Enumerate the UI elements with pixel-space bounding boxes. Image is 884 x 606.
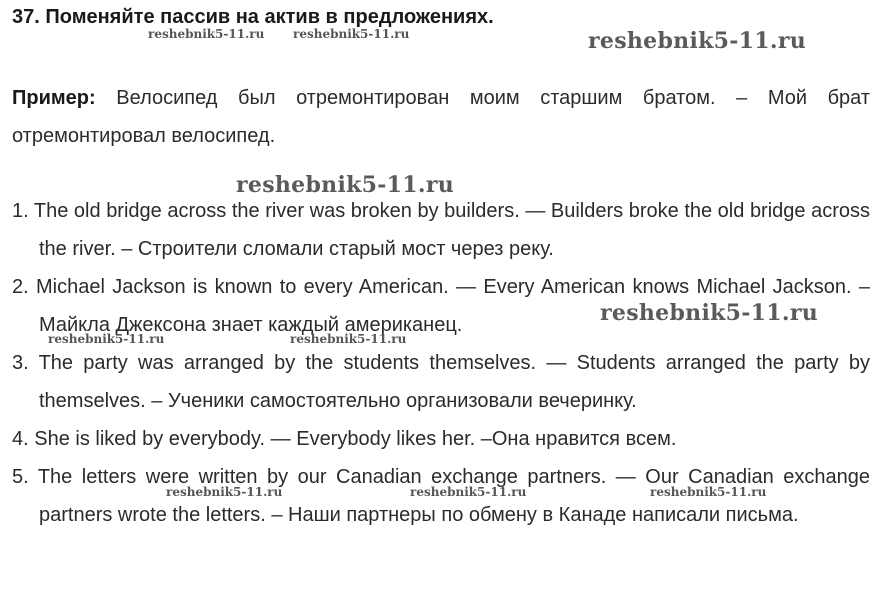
list-item-4 (12, 420, 870, 458)
item-number: 4. (12, 428, 29, 450)
item-text: The old bridge across the river was broken by builders. — Builders broke the old bridge across the river. – Строители сломали старый мост через реку. (33, 200, 871, 260)
watermark: reshebnik5-11.ru (166, 485, 283, 499)
item-text: The letters were written by our Canadian exchange partners. — Our Canadian exchange partners wrote the letters. – Наши партнеры по обмену в Канаде написали письма. (37, 466, 870, 526)
item-number: 5. (12, 466, 29, 488)
watermark: reshebnik5-11.ru (48, 332, 165, 346)
item-text: Michael Jackson is known to every American. — Every American knows Michael Jackson. – Майкла Джексона знает каждый американец. (35, 276, 870, 336)
list-item-3 (12, 344, 870, 420)
example-label: Пример: (12, 87, 96, 109)
item-number: 2. (12, 276, 29, 298)
watermark: reshebnik5-11.ru (588, 28, 807, 54)
watermark: reshebnik5-11.ru (236, 172, 455, 198)
watermark: reshebnik5-11.ru (148, 27, 265, 41)
watermark: reshebnik5-11.ru (600, 300, 819, 326)
watermark: reshebnik5-11.ru (410, 485, 527, 499)
example-paragraph (12, 79, 870, 155)
watermark: reshebnik5-11.ru (650, 485, 767, 499)
item-number: 1. (12, 200, 29, 222)
exercise-title: 37. Поменяйте пассив на актив в предложениях. (12, 6, 494, 28)
item-text: She is liked by everybody. — Everybody likes her. –Она нравится всем. (34, 428, 677, 450)
item-number: 3. (12, 352, 29, 374)
example-text: Велосипед был отремонтирован моим старшим братом. – Мой брат отремонтировал велосипед. (12, 87, 870, 147)
list-item-1 (12, 192, 870, 268)
watermark: reshebnik5-11.ru (293, 27, 410, 41)
watermark: reshebnik5-11.ru (290, 332, 407, 346)
item-text: The party was arranged by the students themselves. — Students arranged the party by themselves. – Ученики самостоятельно организовали вечеринку. (38, 352, 870, 412)
